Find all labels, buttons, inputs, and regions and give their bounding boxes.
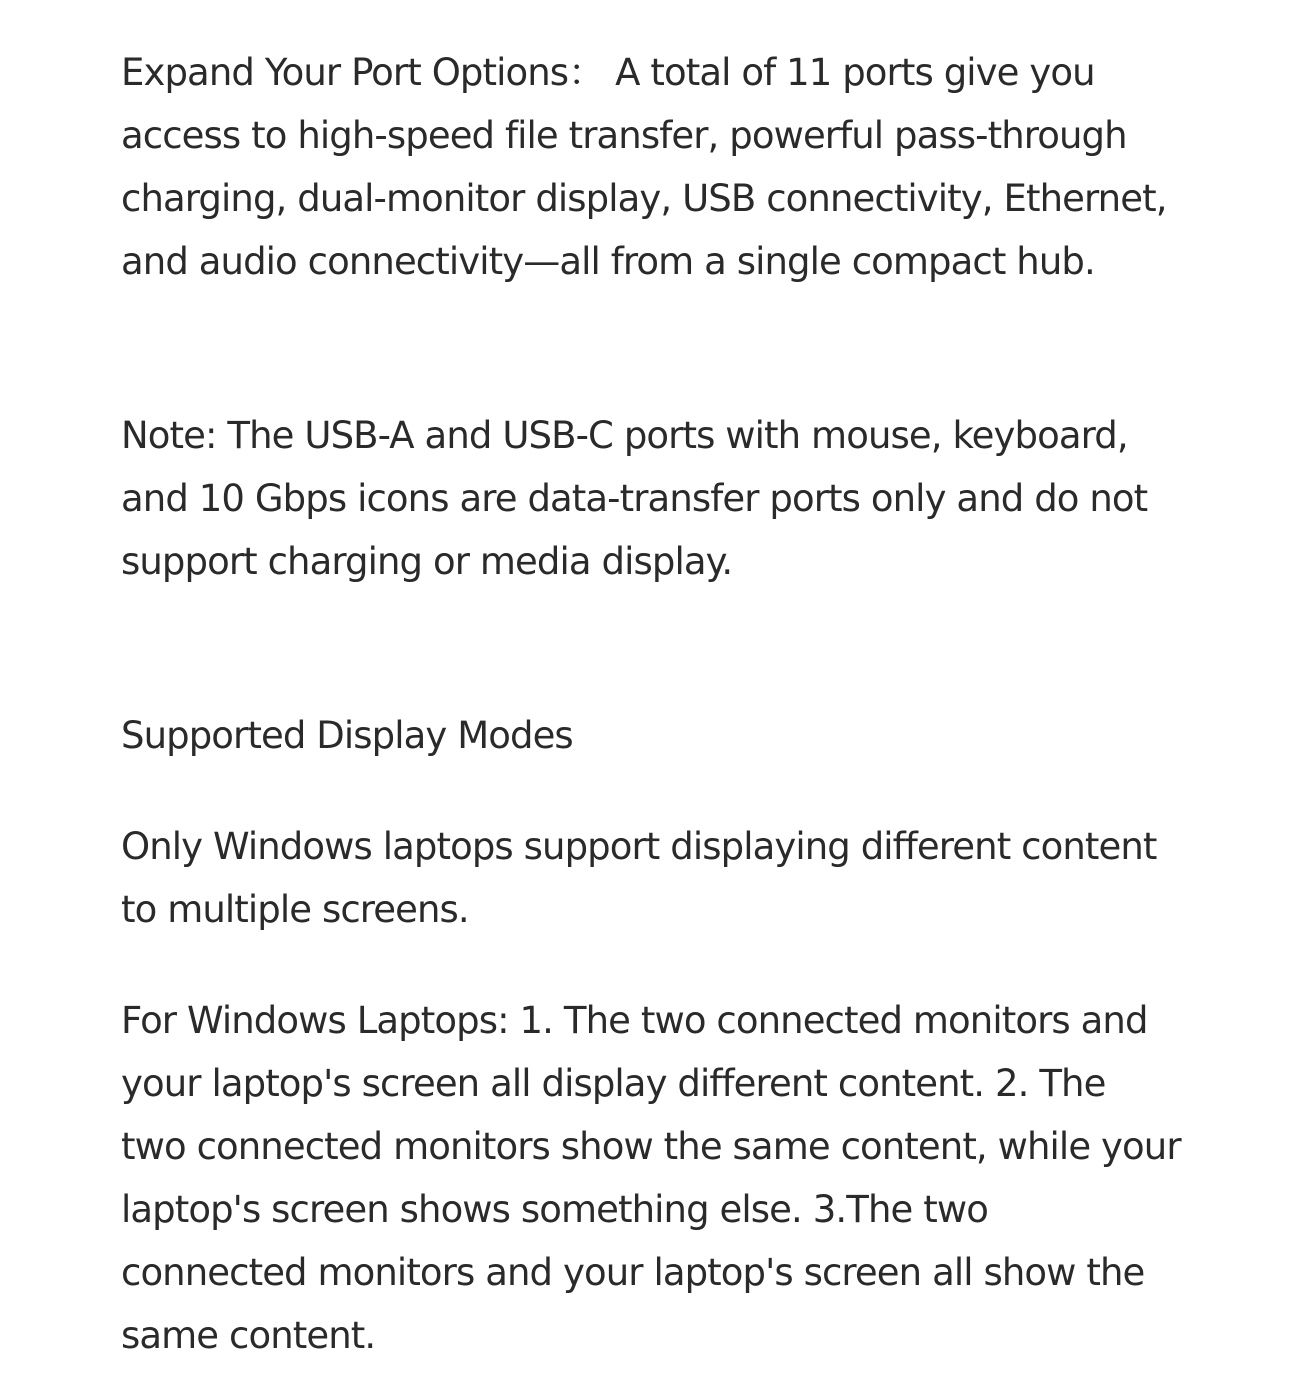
port-options-paragraph: Expand Your Port Options： A total of 11 ports give you access to high-speed file transfer, powerful pass-through charging, dual-monitor display, USB connectivity, Ethernet, and audio connectivity—all from a single compact hub. [121,51,1167,283]
windows-modes-paragraph: For Windows Laptops: 1. The two connected monitors and your laptop's screen all display different content. 2. The two connected monitors show the same content, while your laptop's screen shows something else. 3.The two connected monitors and your laptop's screen all show the same content. [121,999,1181,1357]
note-paragraph: Note: The USB-A and USB-C ports with mouse, keyboard, and 10 Gbps icons are data-transfer ports only and do not support charging or media display. [121,414,1148,583]
display-modes-heading: Supported Display Modes [121,714,573,757]
windows-support-paragraph: Only Windows laptops support displaying different content to multiple screens. [121,825,1157,931]
